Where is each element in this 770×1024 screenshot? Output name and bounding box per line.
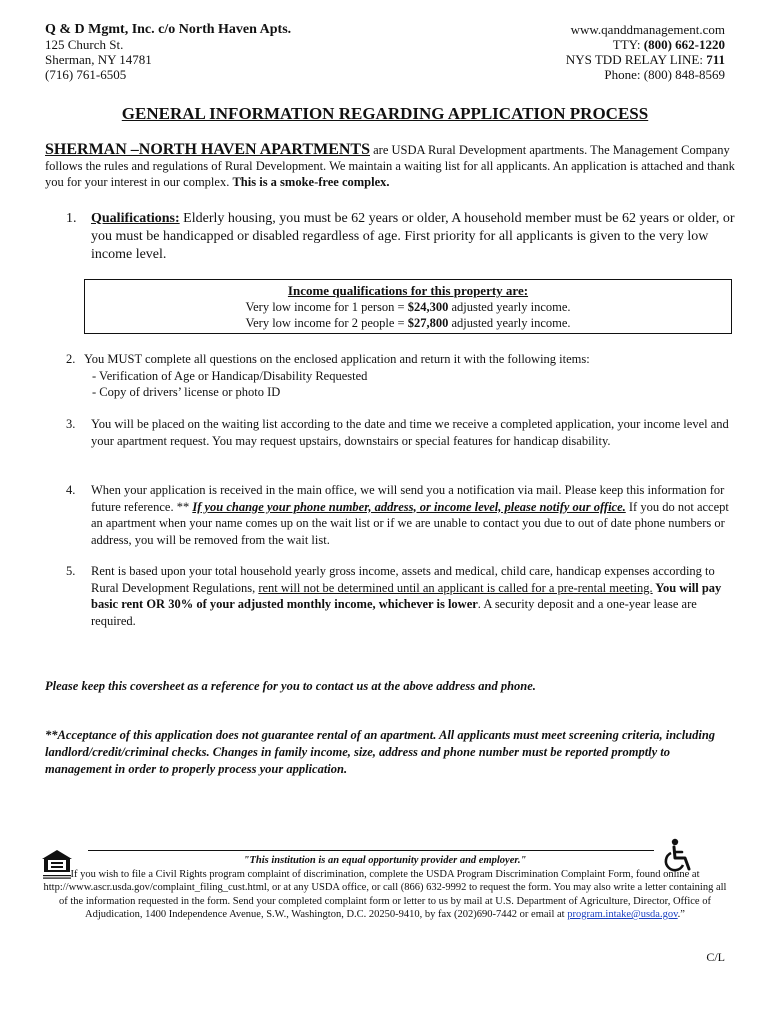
smoke-free-notice: This is a smoke-free complex.: [232, 175, 390, 189]
rent-text: Rent is based upon your total household yearly gross income, assets and medical, child care, handicap expenses according to Rural Development Regulations,: [91, 564, 715, 595]
qualifications-item: [66, 210, 736, 264]
deposit-lease-text: . A security deposit and a one-year lease are required.: [91, 597, 697, 628]
usda-nondiscrimination-statement: [40, 854, 730, 922]
tdd-number: 711: [706, 52, 725, 67]
notification-text: When your application is received in the main office, we will send you a notification via mail. Please keep this information for future reference. **: [91, 483, 725, 514]
letterhead-right: [566, 22, 725, 82]
company-name: Q & D Mgmt, Inc. c/o North Haven Apts.: [45, 22, 292, 37]
tdd-label: NYS TDD RELAY LINE:: [565, 52, 707, 67]
footer-divider: [88, 850, 654, 851]
city-state-zip: Sherman, NY 14781: [45, 52, 152, 67]
income-qualifications-box: [84, 279, 732, 334]
page-title: GENERAL INFORMATION REGARDING APPLICATION PROCESS: [121, 104, 649, 123]
income-line-2-amount: $27,800: [407, 316, 449, 330]
letterhead-left: [45, 22, 291, 82]
intro-text: are USDA Rural Development apartments. The Management Company follows the rules and regulations of Rural Development. We maintain a waiting list for all applicants. An application is attached and thank you for your interest in our complex.: [45, 143, 735, 189]
toll-free-phone: Phone: (800) 848-8569: [604, 67, 725, 82]
street-address: 125 Church St.: [45, 37, 124, 52]
intro-paragraph: [45, 142, 735, 190]
notify-office-warning: If you change your phone number, address, or income level, please notify our office.: [192, 499, 626, 514]
tty-line: [566, 37, 725, 52]
office-phone: (716) 761-6505: [45, 67, 127, 82]
tty-label: TTY:: [612, 37, 644, 52]
income-line-2-suffix: adjusted yearly income.: [448, 316, 571, 330]
income-line-1-suffix: adjusted yearly income.: [448, 300, 571, 314]
complaint-text: If you wish to file a Civil Rights program complaint of discrimination, complete the USDA Program Discrimination Complaint Form, found online at http://www.ascr.usda.gov/complaint_filing_cust.html, or at any USDA office, or call (866) 632-9992 to request the form. You may also write a letter containing all of the information requested in the form. Send your completed complaint form or letter to us by mail at U.S. Department of Agriculture, Director, Office of Adjudication, 1400 Independence Avenue, S.W., Washington, D.C. 20250-9410, by fax (202)690-7442 or email at: [43, 868, 727, 920]
complaint-instructions: [40, 868, 730, 922]
income-limit-1-person: [85, 299, 731, 315]
waiting-list-text: You will be placed on the waiting list according to the date and time we receive a completed application, your income level and your apartment request. You may request upstairs, downstairs or special features for handicap disability.: [91, 417, 729, 448]
income-box-heading: Income qualifications for this property are:: [287, 283, 529, 298]
acceptance-disclaimer: **Acceptance of this application does not guarantee rental of an apartment. All applicants must meet screening criteria, including landlord/credit/criminal checks. Changes in family income, size, address and phone number must be reported promptly to management in order to properly process your application.: [45, 728, 716, 776]
tdd-line: [566, 52, 725, 67]
required-items: [66, 351, 736, 401]
qualifications-text: Elderly housing, you must be 62 years or older, A household member must be 62 years or older, or you must be handicapped or disabled regardless of age. First priority for all applicants is given to the very low income level.: [91, 211, 735, 262]
coversheet-note: Please keep this coversheet as a reference for you to contact us at the above address and phone.: [45, 679, 536, 693]
item-number: 4.: [66, 483, 76, 497]
waiting-list-item: [66, 416, 736, 449]
tty-number: (800) 662-1220: [643, 37, 725, 52]
item-number: 1.: [66, 211, 77, 226]
pre-rental-meeting-note: rent will not be determined until an applicant is called for a pre-rental meeting.: [258, 580, 653, 595]
item-number: 3.: [66, 417, 76, 431]
wait-list-removal-text: If you do not accept an apartment when your name comes up on the wait list or if we are unable to contact you due to out of date phone numbers or address, you will be removed from the wait list.: [91, 499, 729, 547]
required-items-text: You MUST complete all questions on the enclosed application and return it with the following items:: [84, 352, 590, 366]
income-limit-2-people: [85, 315, 731, 331]
notification-item: [66, 482, 736, 548]
rent-item: [66, 563, 736, 629]
item-number: 5.: [66, 564, 76, 578]
qualifications-label: Qualifications:: [91, 211, 180, 226]
complaint-end: .”: [677, 909, 685, 920]
required-item-age: - Verification of Age or Handicap/Disability Requested: [92, 368, 368, 383]
page-code: C/L: [706, 950, 725, 964]
usda-email-link[interactable]: program.intake@usda.gov: [567, 909, 678, 920]
income-line-1-label: Very low income for 1 person =: [245, 300, 408, 314]
income-line-1-amount: $24,300: [407, 300, 449, 314]
basic-rent-rule: You will pay basic rent OR 30% of your adjusted monthly income, whichever is lower: [91, 580, 722, 611]
property-name: SHERMAN –NORTH HAVEN APARTMENTS: [45, 141, 370, 158]
equal-opportunity-statement: "This institution is an equal opportunity provider and employer.": [243, 855, 527, 866]
website: www.qanddmanagement.com: [570, 22, 725, 37]
income-line-2-label: Very low income for 2 people =: [245, 316, 408, 330]
required-item-id: - Copy of drivers’ license or photo ID: [92, 385, 281, 399]
item-number: 2.: [66, 352, 76, 366]
